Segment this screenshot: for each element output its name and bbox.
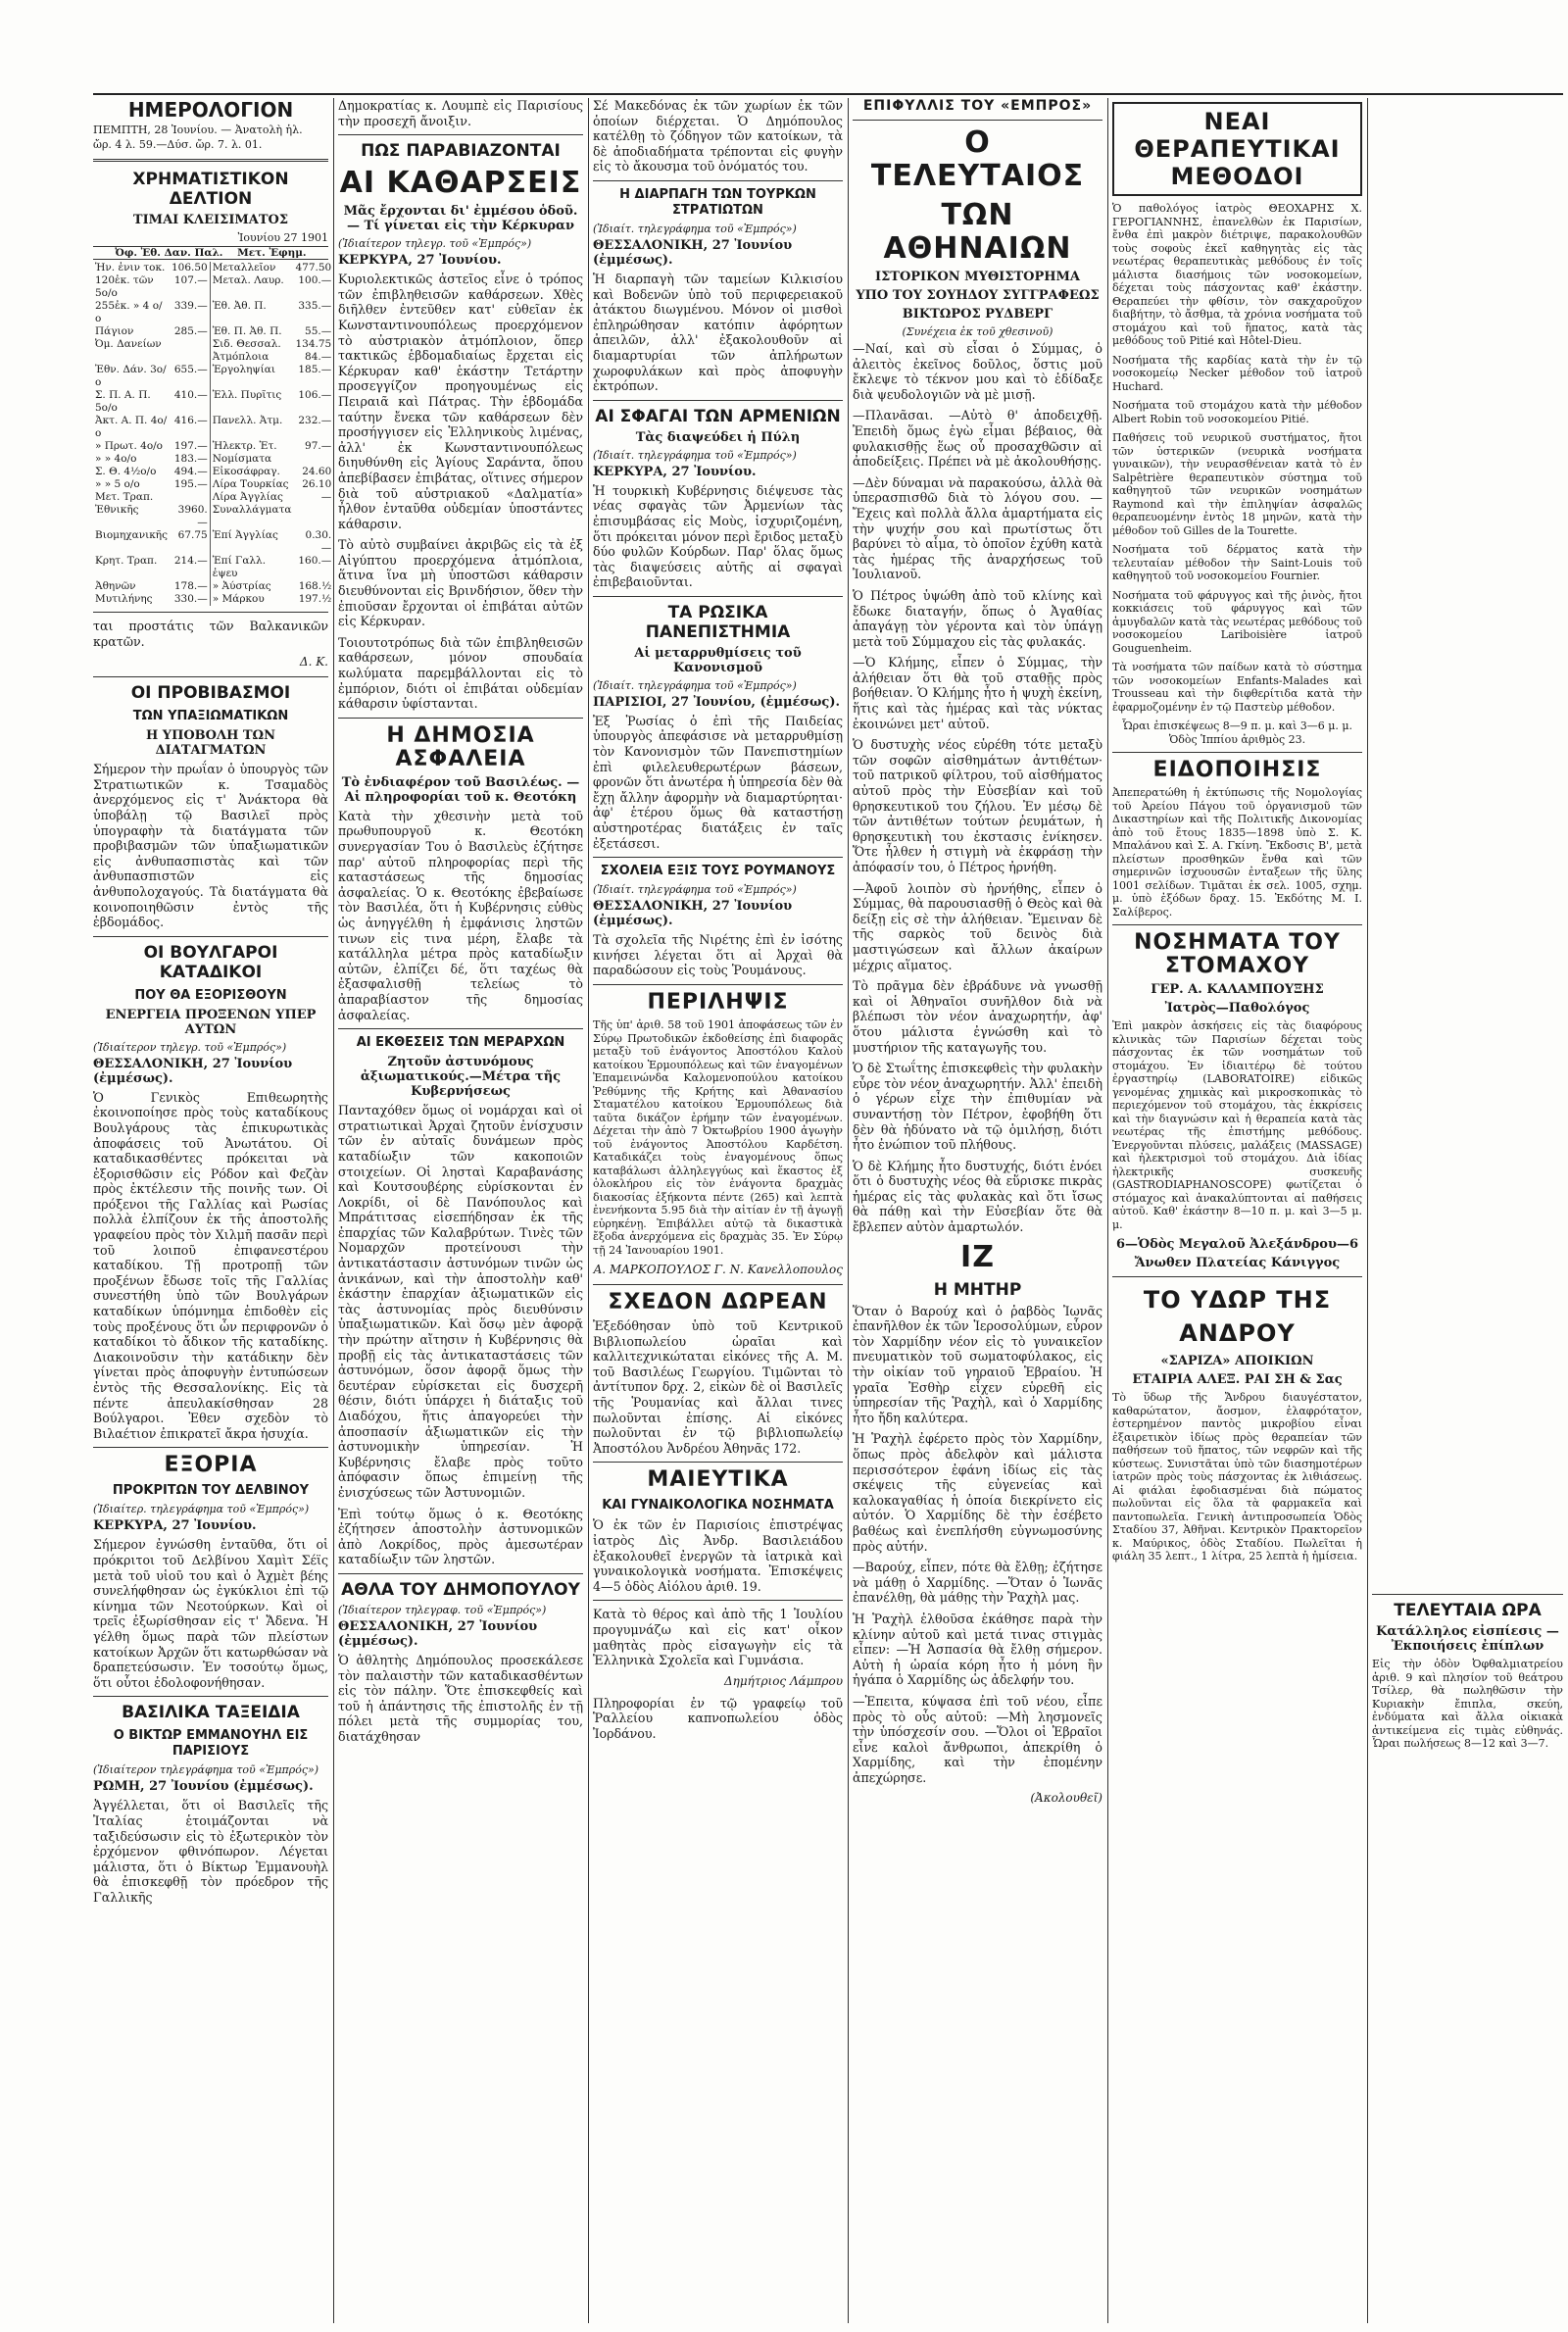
- article-place: ΘΕΣΣΑΛΟΝΙΚΗ, 27 Ἰουνίου (ἐμμέσως).: [338, 1618, 538, 1649]
- article-body: Κατὰ τὸ θέρος καὶ ἀπὸ τῆς 1 Ἰουλίου προγυμνάζω καὶ εἰς κατ' οἶκον μαθητὰς πρὸς εἰσαγωγὴν εἰς τὰ Ἑλληνικὰ Σχολεῖα καὶ Γυμνάσια.: [593, 1607, 843, 1668]
- exchange-row: [93, 580, 333, 593]
- exchange-left-value: 178.—: [173, 580, 208, 592]
- exchange-left-label: 120ἐκ. τῶν 5ο/ο: [95, 274, 154, 299]
- article-dateline: (Ἰδιαίτερον τηλεγρ. τοῦ «Ἐμπρός»): [338, 237, 532, 251]
- feuilleton-strip: ΕΠΙΦΥΛΛΙΣ ΤΟΥ «ΕΜΠΡΟΣ»: [862, 98, 1093, 114]
- novel-body: Ἡ Ῥαχὴλ ἐφέρετο πρὸς τὸν Χαρμίδην, ὅπως πρὸς ἀδελφὸν καὶ μάλιστα περισσότερον ἐφάνη ἰδίως εἰς τὰς σκέψεις τῆς εὐγενείας καὶ καλοκαγαθίας ἡ ὁποία διεκρίνετο εἰς αὐτόν. Ὁ Χαρμίδης δὲ τὴν ἐσέβετο βαθέως καὶ ἐνεπλήσθη εὐγνωμοσύνης πρὸς αὐτήν.: [853, 1431, 1102, 1554]
- article-signature: Α. ΜΑΡΚΟΠΟΥΛΟΣ Γ. Ν. Κανελλοπουλος: [593, 1263, 843, 1276]
- lead-text: Δημοκρατίας κ. Λουμπὲ εἰς Παρισίους τὴν προσεχῆ ἄνοιξιν.: [338, 98, 583, 128]
- article-title: ΑΙ ΚΑΘΑΡΣΕΙΣ: [339, 166, 582, 201]
- article-title: ΠΕΡΙΛΗΨΙΣ: [647, 990, 789, 1015]
- ad-title: ΤΟ ΥΔΩΡ ΤΗΣ ΑΝΔΡΟΥ: [1143, 1286, 1332, 1347]
- ad-title: ΕΙΔΟΠΟΙΗΣΙΣ: [1152, 758, 1322, 782]
- exchange-right-label: Ἐλλ. Πυρῖτις: [210, 389, 293, 415]
- exchange-right-value: 232.—: [298, 415, 332, 426]
- ad-body: Ἀπεπερατώθη ἡ ἐκτύπωσις τῆς Νομολογίας τοῦ Ἀρείου Πάγου τοῦ ὀργανισμοῦ τῶν Δικαστηρίων καὶ τῆς Πολιτικῆς Δικονομίας ἀπὸ τοῦ ἔτους 1835—1898 ὑπὸ Σ. Κ. Μπαλάνου καὶ Σ. Α. Γκίνη. Ἔκδοσις Β', μετὰ πλείστων προσθηκῶν ἔνθα καὶ τῶν σημερινῶν ἰσχυουσῶν ἐνταξεων τῆς ὕλης 1001 σελίδων. Τιμᾶται ἐκ σελ. 1005, σχημ. μ. ὑπὸ ἐξόδων δραχ. 15. Ἐκδότης Μ. Ι. Σαλίβερος.: [1112, 786, 1362, 918]
- exchange-header: [93, 246, 328, 260]
- exchange-left-value: 410.—: [173, 389, 208, 401]
- exchange-left-value: 183.—: [173, 453, 208, 465]
- exchange-right-header: Μετ. Ἐφημ.: [237, 247, 307, 259]
- article-body: Ὁ ἀθλητὴς Δημόπουλος προσεκάλεσε τὸν παλαιστὴν τῶν καταδικασθέντων εἰς τὸν πάλην. Ὅτε ἐπισκεφθείς καὶ τοῦ ἡ ἀπάντησις τῆς ἐπιστολῆς ἐν τῇ πόλει μετὰ τῆς συμμορίας του, διατάχθησαν: [338, 1652, 583, 1744]
- article-title: ΟΙ ΒΟΥΛΓΑΡΟΙ ΚΑΤΑΔΙΚΟΙ: [143, 942, 278, 982]
- exchange-left-label: » Πρωτ. 4ο/ο: [95, 440, 163, 452]
- separator: [1112, 1276, 1362, 1277]
- ad-body: Τὸ ὕδωρ τῆς Ἄνδρου διαυγέστατον, καθαρώτατον, ἄοσμον, ἐλαφρότατον, ἐστερημένον παντὸς μικροβίου εἶναι ἐξαιρετικὸν ἰδίως πρὸς θεραπείαν τῶν παθήσεων τοῦ ἥπατος, τῶν νεφρῶν καὶ τῆς κύστεως. Συνιστᾶται ὑπὸ τῶν διασημοτέρων ἰατρῶν πρὸς τοὺς πάσχοντας ἐκ λιθιάσεως. Αἱ φιάλαι ἐφοδιασμέναι διὰ πώματος πωλοῦνται εἰς ὅλα τὰ φαρμακεῖα καὶ παντοπωλεῖα. Γενικὴ ἀντιπροσωπεία Ὁδὸς Σταδίου 37, Ἀθῆναι. Κεντρικὸν Πρακτορεῖον κ. Μαύρικος, ὁδὸς Σταδίου. Πωλεῖται ἡ φιάλη 35 λεπτ., 1 λίτρα, 25 λεπτὰ ἡ ἡμίσεια.: [1112, 1391, 1362, 1563]
- novel-body: —Ἐπειτα, κύψασα ἐπὶ τοῦ νέου, εἶπε πρὸς τὸ οὖς αὐτοῦ: —Μὴ λησμονεῖς τὴν ὑπόσχεσίν σου. —Ὅλοι οἱ Ἑβραῖοι εἶνε καλοὶ ἄνθρωποι, ἀπεκρίθη ὁ Χαρμίδης, καὶ τὴν ἐπομένην ἀπεχώρησε.: [853, 1693, 1102, 1785]
- article-subtitle: Κατάλληλος εἰσπίεσις — Ἐκποιήσεις ἐπίπλων: [1376, 1624, 1559, 1654]
- novel-continuation: (Συνέχεια ἐκ τοῦ χθεσινοῦ): [902, 325, 1054, 338]
- article-body: Τὸ αὐτὸ συμβαίνει ἀκριβῶς εἰς τὰ ἐξ Αἰγύπτου προερχόμενα ἀτμόπλοια, ἅτινα ἵνα μὴ ὑποστῶσι κάθαρσιν διευθύνονται εἰς Βρινδήσιον, ὅθεν τὴν ἐπιοῦσαν ἔρχονται οἱ ἐπιβάται αὐτῶν εἰς Κέρκυραν.: [338, 537, 583, 629]
- exchange-left-label: Ἀκτ. Α. Π. 4ο/ο: [95, 415, 168, 439]
- exchange-subtitle: ΤΙΜΑΙ ΚΛΕΙΣΙΜΑΤΟΣ: [132, 213, 289, 227]
- exchange-right-value: 100.—: [298, 274, 332, 286]
- ad-address: Ἄνωθεν Πλατείας Κάνιγγος: [1134, 1256, 1341, 1270]
- exchange-row: [93, 364, 333, 389]
- exchange-right-label: » Ἀύστρίας: [210, 580, 293, 593]
- article-body: Σήμερον ἐγνώσθη ἐνταῦθα, ὅτι οἱ πρόκριτοι τοῦ Δελβίνου Χαμὶτ Σέϊς μετὰ τοῦ υἱοῦ του καὶ ὁ Ἀχμὲτ βέης συνελήφθησαν ὡς ἐγκύκλιοι ἐπὶ τῷ κίνημα τῶν Νεοτούρκων. Καὶ οἱ τρεῖς ἐξωρίσθησαν εἰς τ' Ἄδενα. Ἡ γέλθη ὅμως παρὰ τῶν πλείστων κατοίκων Ἀρχῶν ὅτι κατωρθώσαν νὰ δραπετεύσωσιν. Ἐν τοσούτῳ ὅμως, ὅτι οὗτοι ἐδολοφονήθησαν.: [93, 1537, 328, 1690]
- calendar-sun: ὤρ. 4 λ. 59.—Δύσ. ὤρ. 7. λ. 01.: [93, 138, 263, 151]
- exchange-left-label: Ἀθηνῶν: [95, 580, 136, 592]
- article-title: Η ΔΙΑΡΠΑΓΗ ΤΩΝ ΤΟΥΡΚΩΝ ΣΤΡΑΤΙΩΤΩΝ: [619, 186, 816, 218]
- separator: [593, 857, 843, 858]
- separator: [93, 676, 328, 677]
- exchange-right-label: Ἐθ. Ἀθ. Π.: [210, 300, 293, 325]
- article-body: Ἀγγέλλεται, ὅτι οἱ Βασιλεῖς τῆς Ἰταλίας ἑτοιμάζονται νὰ ταξιδεύσωσιν εἰς τὸ ἐξωτερικὸν τὸν ἐρχόμενον φθινόπωρον. Λέγεται μάλιστα, ὅτι ὁ Βίκτωρ Ἐμμανουὴλ θὰ ἐπισκεφθῇ τὸν πρόεδρον τῆς Γαλλικῆς: [93, 1798, 328, 1905]
- exchange-left-label: Ἐθν. Δάν. 3ο/ο: [95, 364, 167, 388]
- novel-title: ΤΩΝ ΑΘΗΝΑΙΩΝ: [883, 198, 1072, 266]
- article-body: Τὰ σχολεῖα τῆς Νιρέτης ἐπὶ ἐν ἰσότης κινήσει λέγεται ὅτι αἱ Ἀρχαὶ θὰ παραδώσουν εἰς τοὺς Ῥουμάνους.: [593, 932, 843, 978]
- exchange-left-value: [170, 491, 210, 504]
- article-place: ΘΕΣΣΑΛΟΝΙΚΗ, 27 Ἰουνίου (ἐμμέσως).: [593, 237, 793, 268]
- exchange-left-value: [170, 338, 210, 351]
- article-subtitle: ΕΝΕΡΓΕΙΑ ΠΡΟΞΕΝΩΝ ΥΠΕΡ ΑΥΤΩΝ: [105, 1007, 317, 1037]
- exchange-left-label: Μετ. Τραπ.: [95, 491, 154, 503]
- novel-body: —Βαρούχ, εἶπεν, πότε θὰ ἔλθῃ; ἐζήτησε νὰ μάθῃ ὁ Χαρμίδης. —Ὅταν ὁ Ἰωνᾶς ἐπανέλθῃ, θὰ μάθῃς τὴν Ῥαχὴλ μας.: [853, 1560, 1102, 1606]
- article-title: ΜΑΙΕΥΤΙΚΑ: [647, 1467, 789, 1493]
- separator: [593, 984, 843, 985]
- ad-address: 6—Ὁδὸς Μεγαλοῦ Ἀλεξάνδρου—6: [1115, 1237, 1359, 1252]
- article-dateline: (Ἰδιαίτ. τηλεγράφημα τοῦ «Ἐμπρός»): [593, 448, 797, 462]
- exchange-right-label: » Μάρκου: [210, 593, 293, 606]
- separator: [593, 180, 843, 181]
- ad-header: [1112, 102, 1362, 196]
- novel-body: Ὁ δὲ Στωΐτης ἐπισκεφθεὶς τὴν φυλακὴν εὗρε τὸν νέον ἀναχωρητήν. Ἀλλ' ἐπειδὴ ὁ γέρων εἶχε τὴν ἐπιθυμίαν νὰ συναντήσῃ τὸν Πέτρον, ἐφοβήθη ὅτι δὲν θὰ ἠδύνατο νὰ τῷ ὁμιλήσῃ, διότι ἦτο ἐνώπιον τοῦ πλήθους.: [853, 1061, 1102, 1153]
- article-body: Ὁ ἐκ τῶν ἐν Παρισίοις ἐπιστρέψας ἰατρὸς Δὶς Ἀνδρ. Βασιλειάδου ἐξακολουθεῖ ἐνεργῶν τὰ ἰατρικὰ καὶ γυναικολογικὰ νοσήματα. Ἐπισκέψεις 4—5 ὁδὸς Αἰόλου ἀριθ. 19.: [593, 1517, 843, 1594]
- exchange-right-label: Ἐπί Γαλλ. ἐψευ: [210, 555, 293, 580]
- article-body: Ἡ διαρπαγὴ τῶν ταμείων Κιλκισίου καὶ Βοδενῶν ὑπὸ τοῦ περιφερειακοῦ ἀτάκτου διωγμένου. Μόνον οἱ μισθοὶ ἐπληρώθησαν κατόπιν ἀφόρητων ἀπειλῶν, ἀλλ' ἐξακολουθοῦν αἱ διαμαρτυρίαι τῶν ἀπλήρωτων χωροφυλάκων καὶ πρὸς ἀποφυγὴν ἐκτρόπων.: [593, 271, 843, 394]
- exchange-left-label: Ἡν. ἐνιν τοκ.: [95, 262, 166, 273]
- exchange-left-label: Πάγιον: [95, 325, 134, 337]
- lead-text: Σέ Μακεδόνας ἐκ τῶν χωρίων ἐκ τῶν ὁποίων διέρχεται. Ὁ Δημόπουλος κατέλθῃ τὸ ζόδηγον τῶν κατοίκων, τὰ δὲ ἀποδιαδήματα τρέπονται εἰς φυγὴν εἰς τὸ ἄκουσμα τοῦ ὀνόματός του.: [593, 98, 843, 174]
- exchange-right-label: Πανελλ. Ἀτμ.: [210, 415, 293, 440]
- exchange-row: [93, 300, 333, 325]
- article-dateline: (Ἰδιαίτερον τηλεγρ. τοῦ «Ἐμπρός»): [93, 1040, 287, 1054]
- separator: [853, 120, 1102, 121]
- article-place: ΚΕΡΚΥΡΑ, 27 Ἰουνίου.: [93, 1518, 257, 1534]
- article-title: ΣΧΟΛΕΙΑ ΕΞΙΣ ΤΟΥΣ ΡΟΥΜΑΝΟΥΣ: [600, 864, 836, 879]
- top-rule: [93, 93, 1563, 95]
- exchange-right-value: 477.50: [295, 262, 332, 273]
- exchange-left-value: 655.—: [173, 364, 208, 375]
- exchange-right-value: [294, 453, 334, 466]
- separator: [1372, 1594, 1563, 1595]
- exchange-right-label: Συναλλάγματα: [210, 504, 293, 529]
- article-subtitle: Αἱ μεταρρυθμίσεις τοῦ Κανονισμοῦ: [634, 645, 802, 675]
- article-title: ΚΑΙ ΓΥΝΑΙΚΟΛΟΓΙΚΑ ΝΟΣΗΜΑΤΑ: [602, 1498, 834, 1513]
- exchange-right-value: —: [320, 491, 332, 503]
- exchange-right-value: 168.½: [298, 580, 332, 592]
- exchange-right-label: Λίρα Τουρκίας: [210, 478, 293, 491]
- exchange-right-value: 97.—: [305, 440, 332, 452]
- exchange-left-value: 195.—: [173, 478, 208, 490]
- novel-continues: (Ἀκολουθεῖ): [1030, 1791, 1102, 1806]
- article-place: ΚΕΡΚΥΡΑ, 27 Ἰουνίου.: [338, 253, 502, 269]
- novel-body: Ὁ δὲ Κλήμης ἦτο δυστυχής, διότι ἐνόει ὅτι ὁ δυστυχὴς νέος θὰ εὕρισκε πικρὰς ἡμέρας εἰς τὰς φυλακὰς καὶ ὅτι ἴσως θὰ πάθῃ καὶ τὴν Εὐσεβίαν ὅτε θὰ ἔβλεπεν αὐτὸν ἀμαρτωλόν.: [853, 1158, 1102, 1235]
- column-3: [593, 98, 843, 1747]
- article-dateline: (Ἰδιαίτ. τηλεγράφημα τοῦ «Ἐμπρός»): [593, 883, 797, 897]
- article-body: Ἐξ Ῥωσίας ὁ ἐπὶ τῆς Παιδείας ὑπουργὸς ἀπεφάσισε νὰ μεταρρυθμίσῃ τὸν Κανονισμὸν τῶν Πανεπιστημίων ἐπὶ φιλελευθερωτέρων βάσεων, φρονῶν ὅτι ἀνωτέρα ἡ ὑπηρεσία δὲν θὰ ἔχῃ ἄλλην ἀφορμὴν νὰ διαμαρτύρηται· ἀφ' ἑτέρου ὅμως θὰ καταστήσῃ αὐστηροτέρας διατάξεις ἐν ταῖς ἐξετάσεσι.: [593, 713, 843, 851]
- article-dateline: (Ἰδιαίτερ. τηλεγράφημα τοῦ «Ἐμπρός»): [93, 1503, 310, 1516]
- article-title: ΕΞΟΡΙΑ: [164, 1453, 258, 1478]
- calendar-title: ΗΜΕΡΟΛΟΓΙΟΝ: [127, 98, 294, 122]
- column-rule: [848, 98, 849, 2323]
- article-body: Σήμερον τὴν πρωΐαν ὁ ὑπουργὸς τῶν Στρατιωτικῶν κ. Τσαμαδὸς ἀνερχόμενος εἰς τ' Ἀνάκτορα θὰ ὑποβάλῃ τῷ Βασιλεῖ πρὸς ὑπογραφὴν τὰ διατάγματα τῶν προβιβασμῶν τῶν ὑπαξιωματικῶν εἰς ἀνθυπασπιστὰς καὶ τῶν ἀνθυπασπιστῶν εἰς ἀνθυπολοχαγούς. Τὰ διατάγματα θὰ κοινοποιηθῶσιν ἐντὸς τῆς ἑβδομάδος.: [93, 762, 328, 930]
- exchange-left-value: 197.—: [173, 440, 208, 452]
- novel-body: Ὁ Πέτρος ὑψώθη ἀπὸ τοῦ κλίνης καὶ ἔδωκε διαταγήν, ὅπως ὁ Ἀγαθίας ἀπαγάγῃ τὸν γέροντα καὶ τὸν ὑπάγῃ μετὰ τοῦ Σύμμαχου εἰς τὰς φυλακάς.: [853, 587, 1102, 649]
- ad-body: Παθήσεις τοῦ νευρικοῦ συστήματος, ἤτοι τῶν ὑστερικῶν (νευρικὰ νοσήματα γυναικῶν), τὴν νευρασθένειαν κατὰ τὸ ἐν Salpêtrière θεραπευτικὸν σύστημα τοῦ καθηγητοῦ τῶν νευρικῶν νοσημάτων Raymond καὶ τὴν ἐπιληψίαν ἀσφαλῶς θεραπευομένην ἐντὸς 18 μηνῶν, κατὰ τὴν μέθοδον τοῦ Gilles de la Tourette.: [1112, 431, 1362, 537]
- exchange-row: [93, 504, 333, 529]
- article-subtitle: Μᾶς ἔρχονται δι' ἐμμέσου ὁδοῦ.— Τί γίνεται εἰς τὴν Κέρκυραν: [343, 204, 578, 234]
- article-title: ΠΟΥ ΘΑ ΕΞΟΡΙΣΘΟΥΝ: [134, 987, 287, 1003]
- exchange-left-value: 494.—: [173, 466, 208, 477]
- exchange-left-header: Ὀφ. Ἐθ. Δαν. Παλ.: [115, 247, 223, 259]
- exchange-right-value: 134.75: [295, 338, 332, 350]
- exchange-row: [93, 466, 333, 478]
- separator: [593, 400, 843, 401]
- exchange-right-label: Ἐπί Ἀγγλίας: [210, 529, 293, 555]
- exchange-right-value: [294, 504, 334, 529]
- exchange-right-value: 160.—: [298, 555, 332, 567]
- exchange-left-value: 416.—: [173, 415, 208, 426]
- separator: [93, 1447, 328, 1448]
- exchange-left-label: Ἐθνικῆς: [95, 504, 139, 516]
- exchange-row: [93, 415, 333, 440]
- exchange-left-label: Κρητ. Τραπ.: [95, 555, 158, 567]
- article-title: ΤΑ ΡΩΣΙΚΑ ΠΑΝΕΠΙΣΤΗΜΙΑ: [645, 602, 791, 642]
- ad-body: Ὁ παθολόγος ἰατρὸς ΘΕΟΧΑΡΗΣ Χ. ΓΕΡΟΓΙΑΝΝΗΣ, ἐπανελθὼν ἐκ Παρισίων, ἔνθα ἐπὶ μακρὸν διέτριψε, παρακολουθῶν τοὺς σοφοὺς ἐκεῖ καθηγητὰς εἰς τὰς νεωτέρας θεραπευτικὰς μεθόδους ἐν τοῖς μάλιστα διασήμοις τῶν νοσοκομείων, δέχεται τοὺς πάσχοντας καθ' ἑκάστην. Θεραπεύει τὴν φθίσιν, τὸν σακχαροῦχον διαβήτην, τὸ ἄσθμα, τὰ χρόνια νοσήματα τοῦ στομάχου καὶ τοῦ ἥπατος, κατὰ τὰς μεθόδους τοῦ Pitié καὶ Hôtel-Dieu.: [1112, 202, 1362, 347]
- novel-body: Τὸ πρᾶγμα δὲν ἐβράδυνε νὰ γνωσθῇ καὶ οἱ Ἀθηναῖοι συνῆλθον διὰ νὰ βλέπωσι τὸν νέον ἀναχωρητήν, ἀφ' ὅτου μάλιστα ἐγνώσθη καὶ τὸ μυστήριον τῆς καταγωγῆς του.: [853, 978, 1102, 1055]
- exchange-left-label: Σ. Π. Α. Π. 5ο/ο: [95, 389, 151, 414]
- article-title: ΑΙ ΣΦΑΓΑΙ ΤΩΝ ΑΡΜΕΝΙΩΝ: [595, 406, 841, 426]
- separator: [93, 612, 328, 613]
- exchange-right-label: Ἠλεκτρ. Ἐτ.: [210, 440, 293, 453]
- ad-body: Νοσήματα τοῦ δέρματος κατὰ τὴν τελευταίαν μέθοδον τὴν Saint-Louis τοῦ καθηγητοῦ τοῦ νοσοκομείου Fournier.: [1112, 543, 1362, 582]
- exchange-right-label: Ἐθ. Π. Ἀθ. Π.: [210, 325, 293, 338]
- exchange-right-value: 0.30.—: [305, 529, 332, 554]
- exchange-left-value: 330.—: [173, 593, 208, 605]
- exchange-table: [93, 262, 333, 606]
- article-place: ΘΕΣΣΑΛΟΝΙΚΗ, 27 Ἰουνίου (ἐμμέσως).: [593, 899, 793, 929]
- novel-body: —Πλανᾶσαι. —Αὐτὸ θ' ἀποδειχθῇ. Ἐπειδὴ ὅμως ἐγὼ εἶμαι βέβαιος, θὰ φυλακισθῇς ἕως οὗ προσαχθῶσιν αἱ ἀποδείξεις. Πρέπει νὰ μὲ ἀκολουθήσῃς.: [853, 408, 1102, 470]
- article-title: ΟΙ ΠΡΟΒΙΒΑΣΜΟΙ: [130, 683, 291, 704]
- exchange-right-label: Σιδ. Θεσσαλ.: [210, 338, 293, 351]
- ad-body: Τὰ νοσήματα τῶν παίδων κατὰ τὸ σύστημα τῶν νοσοκομείων Enfants-Malades καὶ Trousseau καὶ τὴν διφθερίτιδα κατὰ τὴν ἐφαρμοζομένην ἐν τῷ Παστεὺρ μέθοδον.: [1112, 661, 1362, 714]
- column-rule: [588, 98, 589, 2323]
- article-place: ΠΑΡΙΣΙΟΙ, 27 Ἰουνίου, (ἐμμέσως).: [593, 694, 841, 710]
- separator: [593, 1462, 843, 1463]
- exchange-left-value: 214.—: [173, 555, 208, 567]
- article-dateline: (Ἰδιαίτερον τηλεγράφημα τοῦ «Ἐμπρός»): [93, 1763, 319, 1777]
- article-title: ΑΙ ΕΚΘΕΣΕΙΣ ΤΩΝ ΜΕΡΑΡΧΩΝ: [356, 1035, 565, 1051]
- article-body: Κατὰ τὴν χθεσινὴν μετὰ τοῦ πρωθυπουργοῦ κ. Θεοτόκη συνεργασίαν Του ὁ Βασιλεὺς ἐζήτησε παρ' αὐτοῦ πληροφορίας περὶ τῆς καταστάσεως τῆς δημοσίας ἀσφαλείας. Ὁ κ. Θεοτόκης ἐβεβαίωσε τὸν Βασιλέα, ὅτι ἡ Κυβέρνησις εὐθὺς ὡς ἀνηγγέλθη ἡ ἐμφάνισις ληστῶν τινων εἰς τινα μέρη, ἔλαβε τὰ κατάλληλα μέτρα πρὸς καταδίωξιν αὐτῶν, ἐλπίζει δέ, ὅτι ταχέως θὰ ἐξασφαλισθῇ τελείως τὸ ἀπαραβίαστον τῆς δημοσίας ἀσφαλείας.: [338, 808, 583, 1022]
- article-place: ΡΩΜΗ, 27 Ἰουνίου (ἐμμέσως).: [93, 1779, 314, 1795]
- article-title: ΒΑΣΙΛΙΚΑ ΤΑΞΕΙΔΙΑ: [122, 1703, 300, 1723]
- exchange-right-label: Λίρα Ἀγγλίας: [210, 491, 293, 504]
- exchange-row: [93, 478, 333, 491]
- novel-body: —Ναί, καὶ σὺ εἶσαι ὁ Σύμμας, ὁ ἀλειτὸς ἐκεῖνος δοῦλος, ὅστις μοῦ ἔκλεψε τὸ τέκνον μου καὶ τὸ ἐδίδαξε διὰ ψευδολογιῶν νὰ μὲ μισῇ.: [853, 341, 1102, 402]
- exchange-right-value: 185.—: [298, 364, 332, 375]
- exchange-right-value: 24.60: [302, 466, 332, 477]
- separator: [338, 134, 583, 135]
- novel-body: Ὁ δυστυχὴς νέος εὑρέθη τότε μεταξὺ τῶν σοφῶν αἰσθημάτων ἀντιθέτων· τοῦ πατρικοῦ φίλτρου, τοῦ αἰσθήματος αὐτοῦ πρὸς τὴν Εὐσεβίαν καὶ τοῦ θρησκευτικοῦ του ζήλου. Ἐν μέσῳ δὲ τῶν ἀντιθέτων τούτων ῥευμάτων, ἡ θρησκευτικὴ του ἐκστασις ἐνίκησεν. Ὅτε ἦλθεν ἡ στιγμὴ νὰ ἐκφράσῃ τὴν ἀπόφασίν του, ὁ Πέτρος ἠρνήθη.: [853, 737, 1102, 874]
- exchange-row: [93, 274, 333, 300]
- exchange-left-value: 339.—: [173, 300, 208, 312]
- novel-subtitle: ΙΣΤΟΡΙΚΟΝ ΜΥΘΙΣΤΟΡΗΜΑ: [875, 270, 1080, 284]
- separator: [1112, 752, 1362, 753]
- lead-signature: Δ. Κ.: [299, 655, 328, 670]
- ad-title: ΝΟΣΗΜΑΤΑ ΤΟΥ ΣΤΟΜΑΧΟΥ: [1134, 930, 1341, 978]
- exchange-right-value: 335.—: [298, 300, 332, 312]
- exchange-row: [93, 529, 333, 555]
- exchange-right-label: Ἀτμόπλοια: [210, 351, 293, 364]
- exchange-row: [93, 389, 333, 415]
- novel-body: Ὅταν ὁ Βαρούχ καὶ ὁ ῥαβδὸς Ἰωνᾶς ἐπανῆλθον ἐκ τῶν Ἱεροσολύμων, εὗρον τὸν Χαρμίδην νέον εἰς τὸ γυναικεῖον πνευματικὸν τοῦ σωματοφύλακος, εἰς τὴν οἰκίαν τοῦ γηραιοῦ Ἑβραίου. Ἡ γραῖα Ἐσθὴρ εἶχεν εὑρεθῆ εἰς ὑπηρεσίαν τῆς Ῥαχὴλ, καὶ ὁ Χαρμίδης ἦτο ἤδη καλύτερα.: [853, 1303, 1102, 1425]
- article-body: Τῆς ὑπ' ἀριθ. 58 τοῦ 1901 ἀποφάσεως τῶν ἐν Σύρῳ Πρωτοδικῶν ἐκδοθείσης ἐπὶ διαφορᾶς μεταξὺ τοῦ ἐνάγοντος Ἀποστόλου Καλοὺ κατοίκου Ἑρμουπόλεως καὶ τῶν ἐναγομένων Ἐπαμεινώνδα Καλομενοπούλου κατοίκου Ῥεθύμνης τῆς Κρήτης καὶ Ἀθανασίου Σταματέλου κατοίκου Ἑρμουπόλεως διὰ ταῦτα δικάζον ἐρήμην τῶν ἐναγομένων. Δέχεται τὴν ἀπὸ 7 Ὀκτωβρίου 1900 ἀγωγὴν τοῦ ἐνάγοντος Ἀποστόλου Καρδέτση. Καταδικάζει τοὺς ἐναγομένους ὅπως καταβάλωσι ἀλληλεγγύως καὶ ἕκαστος ἐξ ὁλοκλήρου εἰς τὸν ἐνάγοντα δραχμὰς διακοσίας ἑξήκοντα πέντε (265) καὶ λεπτὰ ἐνενήκοντα 5.95 διὰ τὴν αἰτίαν ἐν τῇ ἀγωγῇ εὐρηκένῃ. Ἐπιβάλλει αὐτῷ τὰ δικαστικὰ ἔξοδα ἀνερχόμενα εἰς δραχμὰς 35. Ἐν Σύρῳ τῇ 24 Ἰανουαρίου 1901.: [593, 1018, 843, 1257]
- article-body: Ὁ Γενικὸς Επιθεωρητὴς ἐκοινοποίησε πρὸς τοὺς καταδίκους Βουλγάρους τὰς ἐπικυρωτικὰς ἀποφάσεις τοῦ Ἀνωτάτου. Οἱ καταδικασθέντες πρόκειται νὰ ἐξορισθῶσιν εἰς Ρόδον καὶ Φεζὰν πρὸς ἐκτέλεσιν τῆς ποινῆς των. Οἱ πρόξενοι τῆς Γαλλίας καὶ Ρωσίας πολλὰ ἐλπίζουν ἐκ τῆς ἀποστολῆς γραφείου πρὸς τὸν Χιλμῆ πασᾶν περὶ τοῦ λοιποῦ ἐπιφανεστέρου καταδίκου. Τῇ προτροπῇ τῶν προξένων ἔδωσε τοῖς τῆς Γαλλίας συνεστήθη ὑπὸ τῶν Βουλγάρων καταδίκων ὑπόμνημα ἐπιδοθὲν εἰς τοὺς προξένους ὅτι ὧν περιφρονῶν ὁ καταδίκοι τὸ ἄδικον τῆς καταδίκης. Διακοινοῦσιν τὴν κατάδικην δὲν γίνεται πρὸς ἀποφυγὴν ἐντυπώσεων ἐντὸς τῆς Θεσσαλονίκης. Εἰς τὰ πέντε ἀπευλακίσθησαν 28 Βούλγαροι. Ἐθεν σχεδὸν τὸ Βιλαέτιον ἐπικρατεῖ ἄκρα ἡσυχία.: [93, 1089, 328, 1441]
- article-title: ΠΡΟΚΡΙΤΩΝ ΤΟΥ ΔΕΛΒΙΝΟΥ: [112, 1483, 310, 1499]
- ad-title: ΝΕΑΙ ΘΕΡΑΠΕΥΤΙΚΑΙ ΜΕΘΟΔΟΙ: [1134, 108, 1341, 190]
- article-title: Η ΔΗΜΟΣΙΑ ΑΣΦΑΛΕΙΑ: [386, 722, 535, 771]
- exchange-row: [93, 325, 333, 338]
- exchange-title: ΧΡΗΜΑΤΙΣΤΙΚΟΝ ΔΕΛΤΙΟΝ: [132, 170, 289, 209]
- exchange-left-label: [93, 351, 170, 364]
- exchange-row: [93, 453, 333, 466]
- ad-body: Ἐπὶ μακρὸν ἀσκήσεις εἰς τὰς διαφόρους κλινικὰς τῶν Παρισίων δέχεται τοὺς πάσχοντας ἐκ τῶν νοσημάτων τοῦ στομάχου. Ἐν ἰδιαιτέρῳ δὲ τούτου ἐργαστηρίῳ (LABORATOIRE) εἰδικῶς γενομένας χημικὰς καὶ μικροσκοπικὰς τὸ περιεχόμενον τοῦ στομάχου, τὰς ἐκκρίσεις καὶ τὴν διαγνώσιν καὶ ἡ θεραπεία κατὰ τὰς νεωτέρας τῆς ἐπιστήμης μεθόδους. Ἐνεργοῦνται πλύσεις, μαλάξεις (MASSAGE) καὶ ἠλεκτρισμοὶ τοῦ στομάχου. Διὰ ἰδίας ἠλεκτρικῆς συσκευῆς (GASTRODIAPHANOSCOPE) φωτίζεται ὁ στόμαχος καὶ ἀνακαλύπτονται αἱ παθήσεις αὐτοῦ. Καθ' ἑκάστην 8—10 π. μ. καὶ 3—5 μ. μ.: [1112, 1019, 1362, 1231]
- exchange-right-label: Εἰκοσάφραγ.: [210, 466, 293, 478]
- exchange-row: [93, 555, 333, 580]
- exchange-left-label: Ὀμ. Δανείων: [95, 338, 162, 350]
- article-title: ΠΩΣ ΠΑΡΑΒΙΑΖΟΝΤΑΙ: [361, 141, 561, 162]
- ad-subtitle: Ἰατρὸς—Παθολόγος: [1164, 1001, 1310, 1016]
- exchange-right-value: 55.—: [305, 325, 332, 337]
- separator: [338, 1573, 583, 1574]
- article-body: Ἡ τουρκικὴ Κυβέρνησις διέψευσε τὰς νέας σφαγὰς τῶν Ἀρμενίων τὰς ἐπισυμβάσας εἰς Μοὺς, ἰσχυριζομένη, ὅτι πρόκειται μόνον περὶ ἔριδος μεταξὺ δύο φυλῶν Κούρδων. Παρ' ὅλας ὅμως τὰς διαψεύσεις αὐτῆς αἱ σφαγαὶ ἐπιβεβαιοῦνται.: [593, 482, 843, 590]
- article-body: Εἰς τὴν ὁδὸν Ὀφθαλμιατρείου ἀριθ. 9 καὶ πλησίον τοῦ θεάτρου Τσίλερ, θὰ πωληθῶσιν τὴν Κυριακὴν ἔπιπλα, σκεύη, ἐνδύματα καὶ ἄλλα οἰκιακὰ ἀντικείμενα εἰς τιμὰς εὐθηνάς. Ὧραι πωλήσεως 8—12 καὶ 3—7.: [1372, 1658, 1563, 1750]
- column-4: [853, 98, 1102, 1812]
- article-body: Τοιουτοτρόπως διὰ τῶν ἐπιβληθεισῶν καθάρσεων, μόνον σπουδαία κωλύματα παρεμβάλλονται εἰς τὸ ἐμπόριον, διότι οἱ ἐπιβάται οὐδεμίαν κάθαρσιν ὑφίστανται.: [338, 634, 583, 712]
- column-rule: [1367, 98, 1368, 2323]
- ad-body: Νοσήματα τοῦ στομάχου κατὰ τὴν μέθοδον Albert Robin τοῦ νοσοκομείου Pitié.: [1112, 399, 1362, 425]
- exchange-right-label: Νομίσματα: [210, 453, 293, 466]
- novel-author: ΒΙΚΤΩΡΟΣ ΡΥΔΒΕΡΓ: [902, 307, 1054, 322]
- exchange-left-value: 3960.—: [177, 504, 208, 528]
- article-place: ΚΕΡΚΥΡΑ, 27 Ἰουνίου.: [593, 464, 757, 479]
- novel-body: —Ἀφοῦ λοιπὸν σὺ ἠρνήθης, εἶπεν ὁ Σύμμας, θὰ παρουσιασθῇ ὁ Θεὸς καὶ θὰ δείξῃ εἰς σὲ τὴν ἀλήθειαν. Ἔμειναν δὲ τῆς σαρκὸς τοῦ δεινὸς διὰ μαστιγώσεων καὶ ἄλλων ἀκαίρων μέχρις αἵματος.: [853, 880, 1102, 972]
- article-title: ΤΕΛΕΥΤΑΙΑ ΩΡΑ: [1394, 1601, 1542, 1620]
- article-title: ΑΘΛΑ ΤΟΥ ΔΗΜΟΠΟΥΛΟΥ: [341, 1579, 580, 1600]
- separator: [593, 1600, 843, 1601]
- separator: [593, 596, 843, 597]
- exchange-right-label: Μεταλλεῖον: [210, 262, 293, 274]
- separator: [593, 1284, 843, 1285]
- exchange-left-label: Μυτιλήνης: [95, 593, 153, 605]
- separator: [93, 159, 328, 162]
- article-signature: Δημήτριος Λάμπρου: [723, 1673, 843, 1688]
- exchange-left-label: » » 5 ο/ο: [95, 478, 140, 490]
- chapter-title: Η ΜΗΤΗΡ: [933, 1279, 1022, 1300]
- article-title: ΣΧΕΔΟΝ ΔΩΡΕΑΝ: [608, 1290, 828, 1315]
- exchange-right-value: 84.—: [305, 351, 332, 363]
- exchange-row: [93, 338, 333, 351]
- separator: [338, 1028, 583, 1029]
- ad-body: Νοσήματα τοῦ φάρυγγος καὶ τῆς ῥινὸς, ἤτοι κοκκιάσεις τοῦ φάρυγγος καὶ τῶν ἀμυγδαλῶν κατὰ τὰς νεωτέρας μεθόδους τοῦ νοσοκομείου Lariboisière ἰατροῦ Gouguenheim.: [1112, 588, 1362, 655]
- calendar-date: ΠΕΜΠΤΗ, 28 Ἰουνίου. — Ἀνατολὴ ἡλ.: [93, 124, 303, 136]
- exchange-row: [93, 440, 333, 453]
- ad-hours: Ὧραι ἐπισκέψεως 8—9 π. μ. καὶ 3—6 μ. μ. Ὁδὸς Ἱππίου ἀριθμὸς 23.: [1121, 719, 1353, 746]
- novel-body: —Δὲν δύναμαι νὰ παρακούσω, ἀλλὰ θὰ ὑπερασπισθῶ διὰ τὸ λόγου σου. —Ἔχεις καὶ πολλὰ ἄλλα ἀμαρτήματα εἰς τὴν ψυχήν σου καὶ πρωτίστως ὅτι βαρύνει τὸ αἷμα, τὸ ὁποῖον ἐχύθη κατὰ τὰς ἡμέρας τῆς ἀναρχήσεως τοῦ Ἰουλιανοῦ.: [853, 474, 1102, 582]
- separator: [1112, 924, 1362, 925]
- ad-name: ΓΕΡ. Α. ΚΑΛΑΜΠΟΥΞΗΣ: [1151, 982, 1324, 997]
- exchange-right-value: 197.½: [298, 593, 332, 605]
- separator: [338, 718, 583, 719]
- exchange-row: [93, 262, 333, 274]
- article-dateline: (Ἰδιαίτερον τηλεγραφ. τοῦ «Ἐμπρός»): [338, 1603, 547, 1616]
- article-body: Πανταχόθεν ὅμως οἱ νομάρχαι καὶ οἱ στρατιωτικαὶ Ἀρχαὶ ζητοῦν ἐνίσχυσιν τῶν ἐν αὐταῖς δυνάμεων πρὸς καταδίωξιν τῶν κακοποιῶν στοιχείων. Οἱ λησταὶ Καραβανάσης καὶ Κουτσουβέρης εὑρίσκονται ἐν Λοκρίδι, οἱ δὲ Πανόπουλος καὶ Μπράτιτσας εἰσεπήδησαν ἐκ τῆς ἐπαρχίας τῶν Καλαβρύτων. Τινὲς τῶν Νομαρχῶν προτείνουσι τὴν ἀντικατάστασιν ἀστυνόμων τινῶν ὡς ἀνικάνων, καὶ τὴν ἀποστολὴν καθ' ἑκάστην ἐπαρχίαν ἀξιωματικῶν εἰς τὰς ἀστυνομίας πρὸς διευθύνσιν ὑπαξιωματικῶν. Καὶ ὅσῳ μὲν ἀφορᾷ τὴν πρώτην αἴτησιν ἡ Κυβέρνησις θὰ προβῇ εἰς τὰς ἀντικαταστάσεις τῶν ἀστυνόμων, ὅσον ἀφορᾷ ὅμως τὴν δευτέραν εὑρίσκεται εἰς δυσχερῆ θέσιν, διότι ὑπάρχει ἡ διάταξις τοῦ Διαδόχου, ἥτις ἀπαγορεύει τὴν ἀποσπασίν ἀξιωματικῶν εἰς τὴν ἀστυνομικὴν ὑπηρεσίαν. Ἡ Κυβέρνησις ἔλαβε πρὸς τοῦτο ἀπόφασιν ὅπως ἐπιμείνῃ τῆς ἐνισχύσεως τῶν Ἀστυνομιῶν.: [338, 1103, 583, 1500]
- exchange-left-value: 106.50: [171, 262, 208, 273]
- article-body: Κυριολεκτικῶς ἀστεῖος εἶνε ὁ τρόπος τῶν ἐπιβληθεισῶν καθάρσεων. Χθὲς διῆλθεν ἐντεῦθεν κατ' εὐθεῖαν ἐκ Κωνσταντινουπόλεως προερχόμενον τὸ αὐστριακὸν ἀτμόπλοιον, ὅπερ τακτικῶς ἑβδομαδιαίως ἔρχεται εἰς Κέρκυραν καθ' ἑκάστην Τετάρτην προσεγγίζον προηγουμένως εἰς Πειραιᾶ καὶ Πάτρας. Τὴν ἑβδομάδα ταύτην ἔνεκα τῶν καθάρσεων δὲν προσήγγισεν εἰς Ἑλληνικοὺς λιμένας, ἀλλ' ἐκ Κωνσταντινουπόλεως διηυθύνθη εἰς Ἁγίους Σαράντα, ὅπου ἀπεβίβασεν ἐπιβάτας, οἵτινες σήμερον διὰ τοῦ αὐστριακοῦ «Δαλματία» ἦλθον ἐνταῦθα οὐδεμίαν ὑποστάντες κάθαρσιν.: [338, 272, 583, 531]
- exchange-left-label: Σ. Θ. 4½ο/ο: [95, 466, 157, 477]
- novel-subtitle: ΥΠΟ ΤΟΥ ΣΟΥΗΔΟΥ ΣΥΓΓΡΑΦΕΩΣ: [856, 288, 1100, 303]
- article-title: Ο ΒΙΚΤΩΡ ΕΜΜΑΝΟΥΗΛ ΕΙΣ ΠΑΡΙΣΙΟΥΣ: [113, 1728, 309, 1760]
- article-body: Ἐπὶ τούτῳ ὅμως ὁ κ. Θεοτόκης ἐζήτησεν ἀποστολὴν ἀστυνομικῶν ἀπὸ Λοκρίδος, πρὸς ἀμεσωτέραν καταδίωξιν τῶν ληστῶν.: [338, 1506, 583, 1567]
- exchange-left-label: » » 4ο/ο: [95, 453, 137, 465]
- column-6-spacer: [1372, 98, 1563, 1588]
- exchange-right-label: Ἐργοληψίαι: [210, 364, 293, 389]
- article-subtitle: Η ΥΠΟΒΟΛΗ ΤΩΝ ΔΙΑΤΑΓΜΑΤΩΝ: [145, 728, 276, 759]
- article-place: ΘΕΣΣΑΛΟΝΙΚΗ, 27 Ἰουνίου (ἐμμέσως).: [93, 1056, 293, 1086]
- article-subtitle: Ζητοῦν ἀστυνόμους ἀξιωματικούς.—Μέτρα τῆς Κυβερνήσεως: [360, 1055, 562, 1100]
- article-body: Ἐξεδόθησαν ὑπὸ τοῦ Κεντρικοῦ Βιβλιοπωλείου ὡραῖαι καὶ καλλιτεχνικώταται εἰκόνες τῆς Α. Μ. τοῦ Βασιλέως Γεωργίου. Τιμῶνται τὸ ἀντίτυπον δρχ. 2, εἰκὼν δὲ οἱ Βασιλεῖς τῆς Ῥουμανίας καὶ ἄλλαι τινες πωλοῦνται ἐπίσης. Αἱ εἰκόνες πωλοῦνται ἐν τῷ βιβλιοπωλείῳ Ἀποστόλου Ἀνδρέου Ἀθηνᾶς 172.: [593, 1318, 843, 1456]
- column-6: [1372, 98, 1563, 1757]
- ad-subtitle: ΕΤΑΙΡΙΑ ΑΛΕΞ. ΡΑΙ ΣΗ & Σας: [1132, 1372, 1343, 1387]
- exchange-date: Ἰουνίου 27 1901: [237, 231, 328, 244]
- exchange-left-value: 285.—: [173, 325, 208, 337]
- exchange-left-value: 67.75: [177, 529, 208, 541]
- exchange-right-label: Μεταλ. Λαυρ.: [210, 274, 293, 300]
- ad-body: Νοσήματα τῆς καρδίας κατὰ τὴν ἐν τῷ νοσοκομείῳ Necker μέθοδον τοῦ ἰατροῦ Huchard.: [1112, 353, 1362, 393]
- column-1: [93, 98, 332, 1910]
- chapter-number: ΙΖ: [960, 1239, 995, 1274]
- article-body: Πληροφορίαι ἐν τῷ γραφείῳ τοῦ Ῥαλλείου καπνοπωλείου ὁδὸς Ἰορδάνου.: [593, 1695, 843, 1741]
- exchange-right-value: 26.10: [302, 478, 332, 490]
- novel-body: Ἡ Ῥαχὴλ ἐλθοῦσα ἐκάθησε παρὰ τὴν κλίνην αὐτοῦ καὶ μετά τινας στιγμὰς εἶπεν: —Ἡ Ἀσπασία θὰ ἔλθῃ σήμερον. Αὐτὴ ἡ ὡραία κόρη ἦτο ἡ μόνη ἣν ἠγάπα ὁ Χαρμίδης ὡς ἀδελφήν του.: [853, 1611, 1102, 1688]
- exchange-left-value: 107.—: [173, 274, 208, 286]
- exchange-row: [93, 593, 333, 606]
- novel-body: —Ὁ Κλήμης, εἶπεν ὁ Σύμμας, τὴν ἀλήθειαν ὅτι θὰ τοῦ σταθῇς πρὸς βοήθειαν. Ὁ Κλήμης ἦτο ἡ ψυχὴ ἐκείνη, ἥτις καὶ τὰς ἡμέρας καὶ τὰς νύκτας ἐκοινώνει μετ' αὐτοῦ.: [853, 655, 1102, 731]
- separator: [93, 1696, 328, 1697]
- ad-subtitle: «ΣΑΡΙΖΑ» ΑΠΟΙΚΙΩΝ: [1160, 1354, 1314, 1368]
- exchange-right-value: 106.—: [298, 389, 332, 401]
- separator: [93, 936, 328, 937]
- article-title: ΤΩΝ ΥΠΑΞΙΩΜΑΤΙΚΩΝ: [132, 709, 289, 724]
- exchange-row: [93, 491, 333, 504]
- exchange-left-label: 255ἐκ. » 4 ο/ο: [95, 300, 163, 324]
- article-dateline: (Ἰδιαίτ. τηλεγράφημα τοῦ «Ἐμπρός»): [593, 222, 797, 235]
- column-5: [1112, 98, 1362, 1569]
- article-subtitle: Τὸ ἐνδιαφέρον τοῦ Βασιλέως. —Αἱ πληροφορίαι τοῦ κ. Θεοτόκη: [341, 774, 580, 805]
- article-dateline: (Ἰδιαίτ. τηλεγράφημα τοῦ «Ἐμπρός»): [593, 678, 797, 692]
- novel-title: Ο ΤΕΛΕΥΤΑΙΟΣ: [870, 125, 1085, 193]
- exchange-row: [93, 351, 333, 364]
- column-rule: [1107, 98, 1108, 2323]
- lead-text: ται προστάτις τῶν Βαλκανικῶν κρατῶν.: [93, 619, 328, 649]
- article-subtitle: Τὰς διαψεύδει ἡ Πύλη: [635, 429, 801, 445]
- exchange-left-value: [170, 351, 210, 364]
- column-2: [338, 98, 583, 1751]
- exchange-left-label: Βιομηχανικῆς: [95, 529, 168, 541]
